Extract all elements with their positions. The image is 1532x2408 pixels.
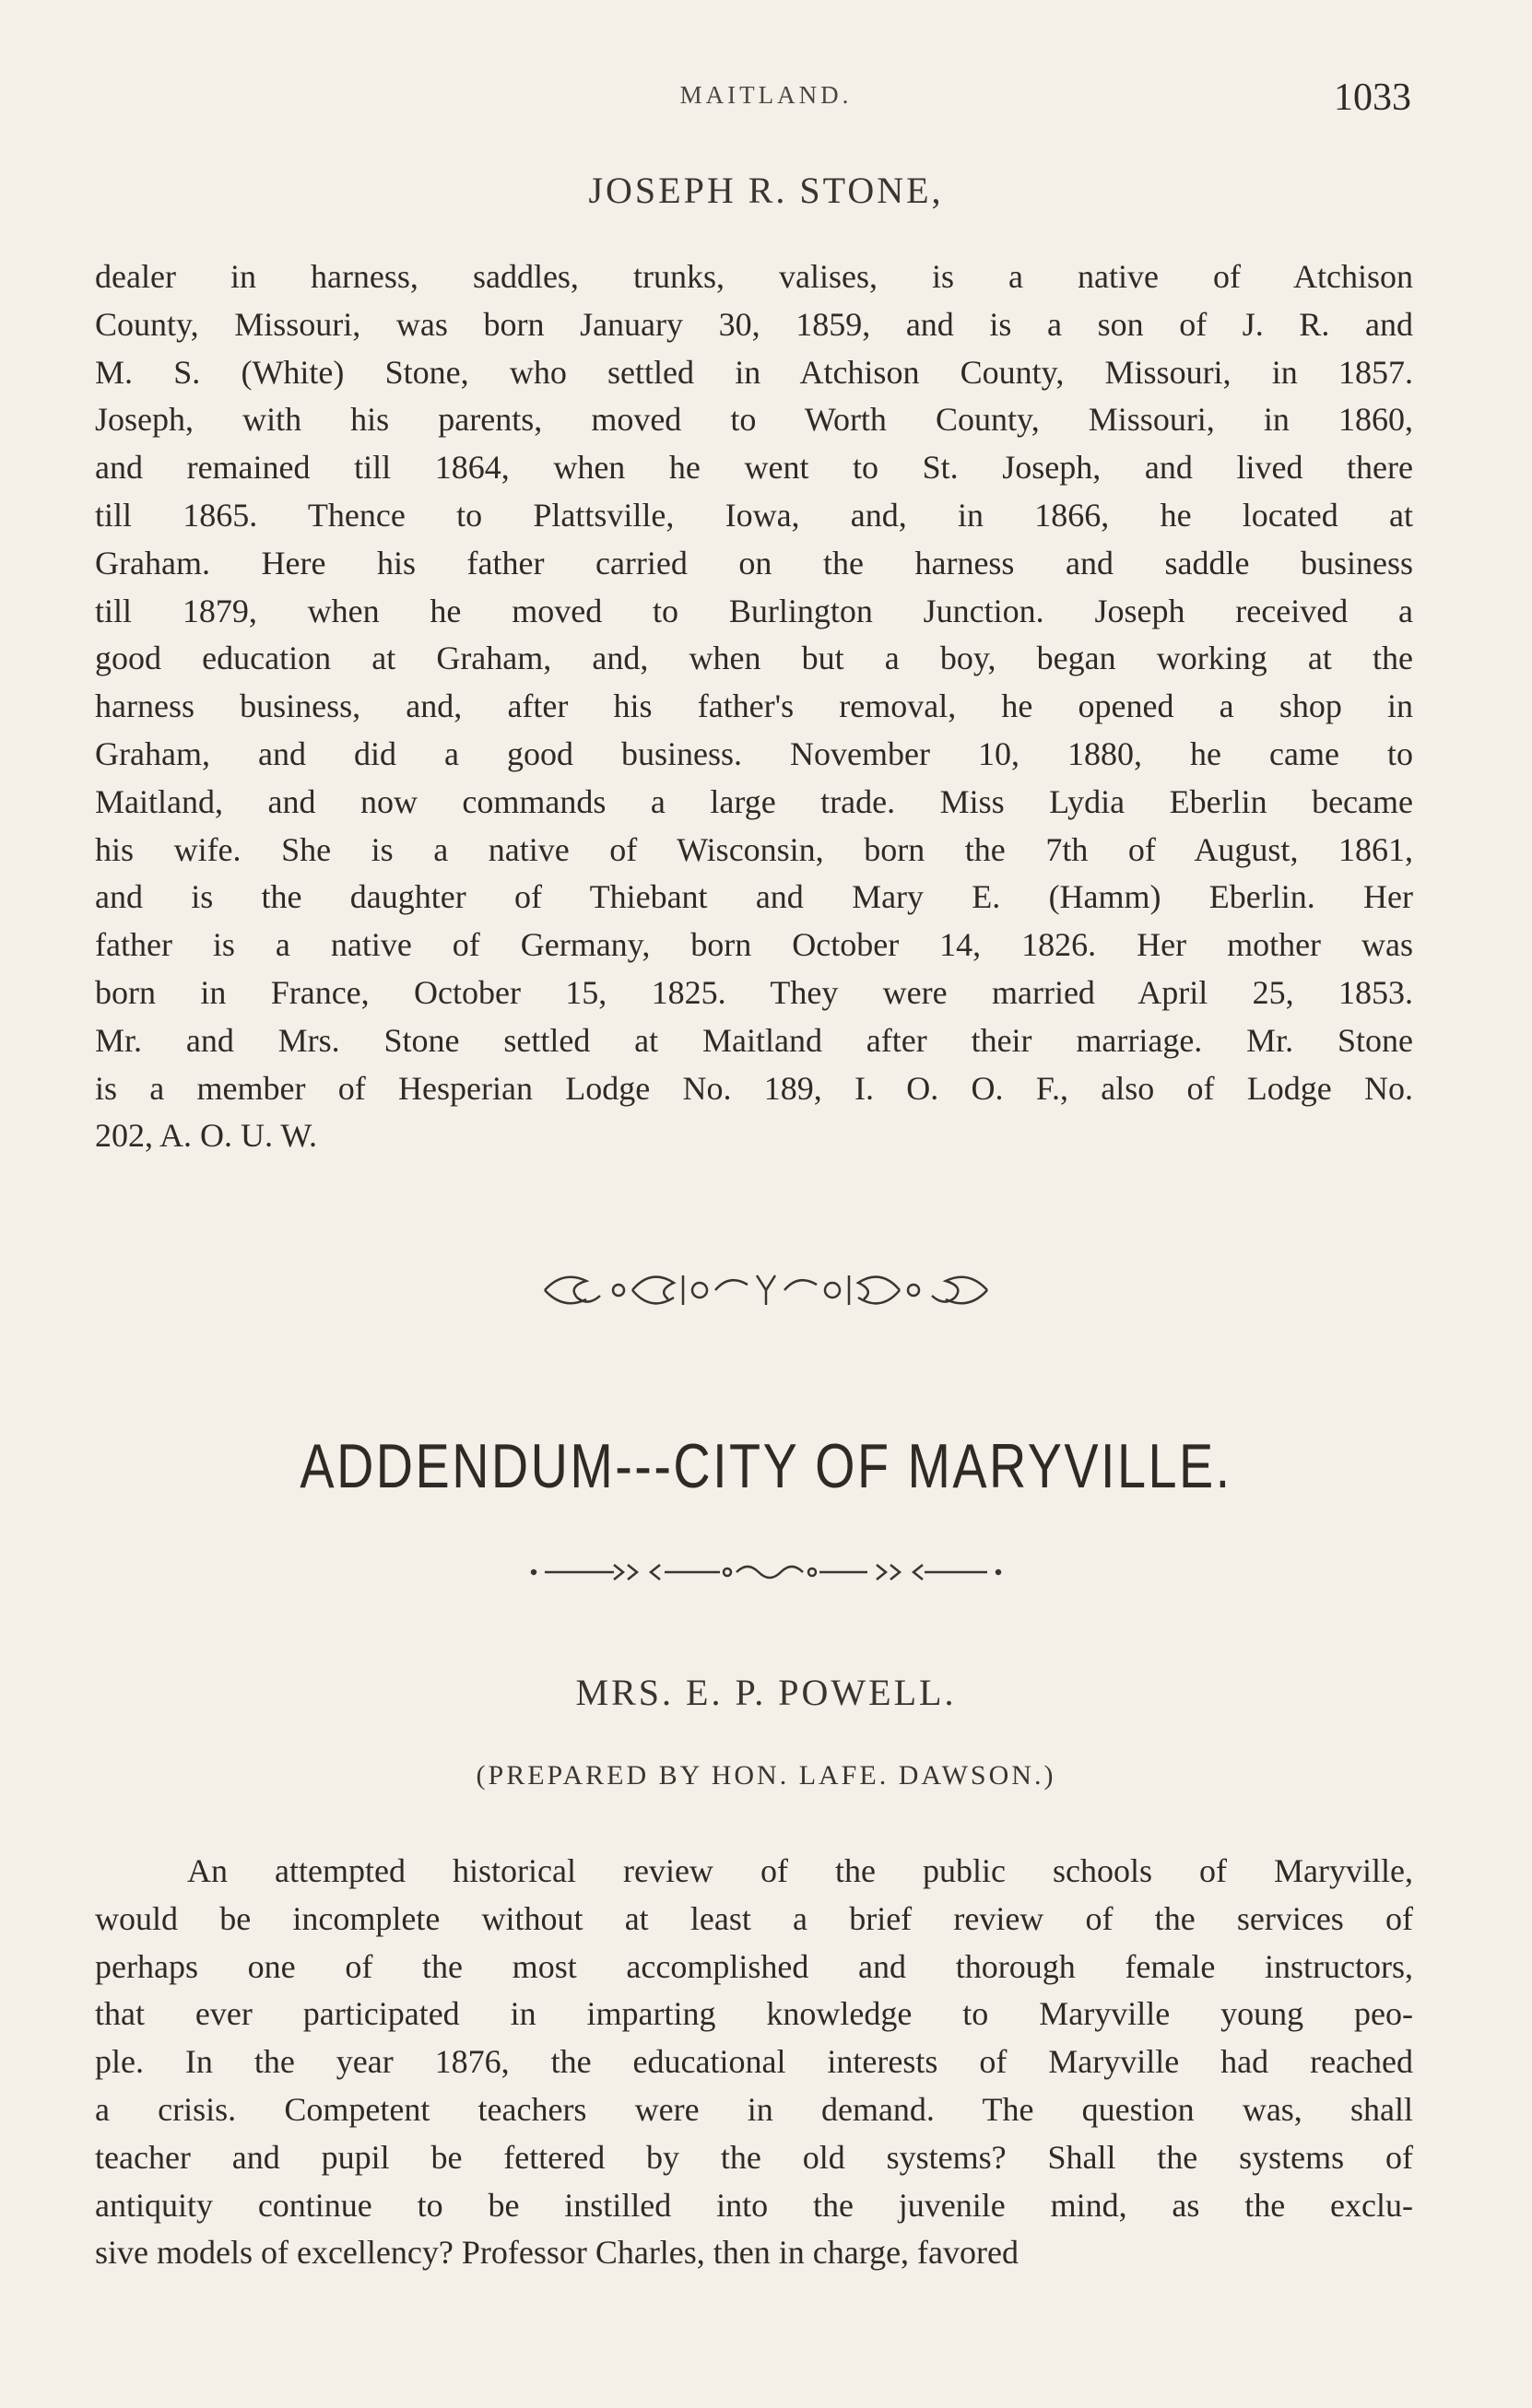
text-line: County, Missouri, was born January 30, 1859, and is a son of J. R. and <box>95 305 1413 343</box>
text-line: would be incomplete without at least a brief review of the services of <box>95 1899 1413 1937</box>
entry-heading-mrs-powell: MRS. E. P. POWELL. <box>575 1672 957 1713</box>
text-line: Mr. and Mrs. Stone settled at Maitland after their marriage. Mr. Stone <box>95 1021 1413 1059</box>
rule-ornament-icon <box>526 1561 1006 1583</box>
entry-body-mrs-powell <box>95 1848 1413 2277</box>
page-number: 1033 <box>1334 76 1411 119</box>
text-line: Graham, and did a good business. November 10, 1880, he came to <box>95 734 1413 772</box>
text-line: till 1865. Thence to Plattsville, Iowa, and, in 1866, he located at <box>95 496 1413 534</box>
scroll-ornament-icon <box>526 1263 1006 1318</box>
text-line: sive models of excellency? Professor Charles, then in charge, favored <box>95 2234 1019 2272</box>
text-line: a crisis. Competent teachers were in demand. The question was, shall <box>95 2090 1413 2128</box>
running-head <box>0 76 1532 127</box>
text-line: harness business, and, after his father's removal, he opened a shop in <box>95 687 1413 725</box>
entry-heading-joseph-stone: JOSEPH R. STONE, <box>588 170 944 211</box>
ornament-divider-2 <box>0 1561 1532 1588</box>
byline: (PREPARED BY HON. LAFE. DAWSON.) <box>476 1760 1056 1791</box>
running-title: MAITLAND. <box>679 81 853 109</box>
text-line: and remained till 1864, when he went to St. Joseph, and lived there <box>95 449 1413 487</box>
text-line: his wife. She is a native of Wisconsin, born the 7th of August, 1861, <box>95 830 1413 868</box>
text-line: Graham. Here his father carried on the harness and saddle business <box>95 544 1413 581</box>
text-line: and is the daughter of Thiebant and Mary E. (Hamm) Eberlin. Her <box>95 878 1413 916</box>
text-line: 202, A. O. U. W. <box>95 1117 318 1155</box>
text-line: An attempted historical review of the public schools of Maryville, <box>187 1852 1413 1889</box>
ornament-divider-1 <box>0 1263 1532 1322</box>
text-line: antiquity continue to be instilled into the juvenile mind, as the exclu- <box>95 2186 1413 2224</box>
text-line: ple. In the year 1876, the educational interests of Maryville had reached <box>95 2043 1413 2081</box>
text-line: is a member of Hesperian Lodge No. 189, I. O. O. F., also of Lodge No. <box>95 1069 1413 1107</box>
text-line: Maitland, and now commands a large trade. Miss Lydia Eberlin became <box>95 782 1413 820</box>
text-line: Joseph, with his parents, moved to Worth County, Missouri, in 1860, <box>95 401 1413 439</box>
text-line: till 1879, when he moved to Burlington Junction. Joseph received a <box>95 592 1413 629</box>
text-line: dealer in harness, saddles, trunks, valises, is a native of Atchison <box>95 258 1413 295</box>
addendum-title: ADDENDUM---CITY OF MARYVILLE. <box>300 1431 1232 1501</box>
text-line: teacher and pupil be fettered by the old systems? Shall the systems of <box>95 2138 1413 2176</box>
text-line: perhaps one of the most accomplished and thorough female instructors, <box>95 1947 1413 1985</box>
text-line: good education at Graham, and, when but a boy, began working at the <box>95 640 1413 677</box>
text-line: that ever participated in imparting knowledge to Maryville young peo- <box>95 1995 1413 2033</box>
text-line: M. S. (White) Stone, who settled in Atchison County, Missouri, in 1857. <box>95 353 1413 391</box>
text-line: father is a native of Germany, born October 14, 1826. Her mother was <box>95 926 1413 964</box>
text-line: born in France, October 15, 1825. They were married April 25, 1853. <box>95 973 1413 1011</box>
entry-body-joseph-stone <box>95 253 1413 1160</box>
